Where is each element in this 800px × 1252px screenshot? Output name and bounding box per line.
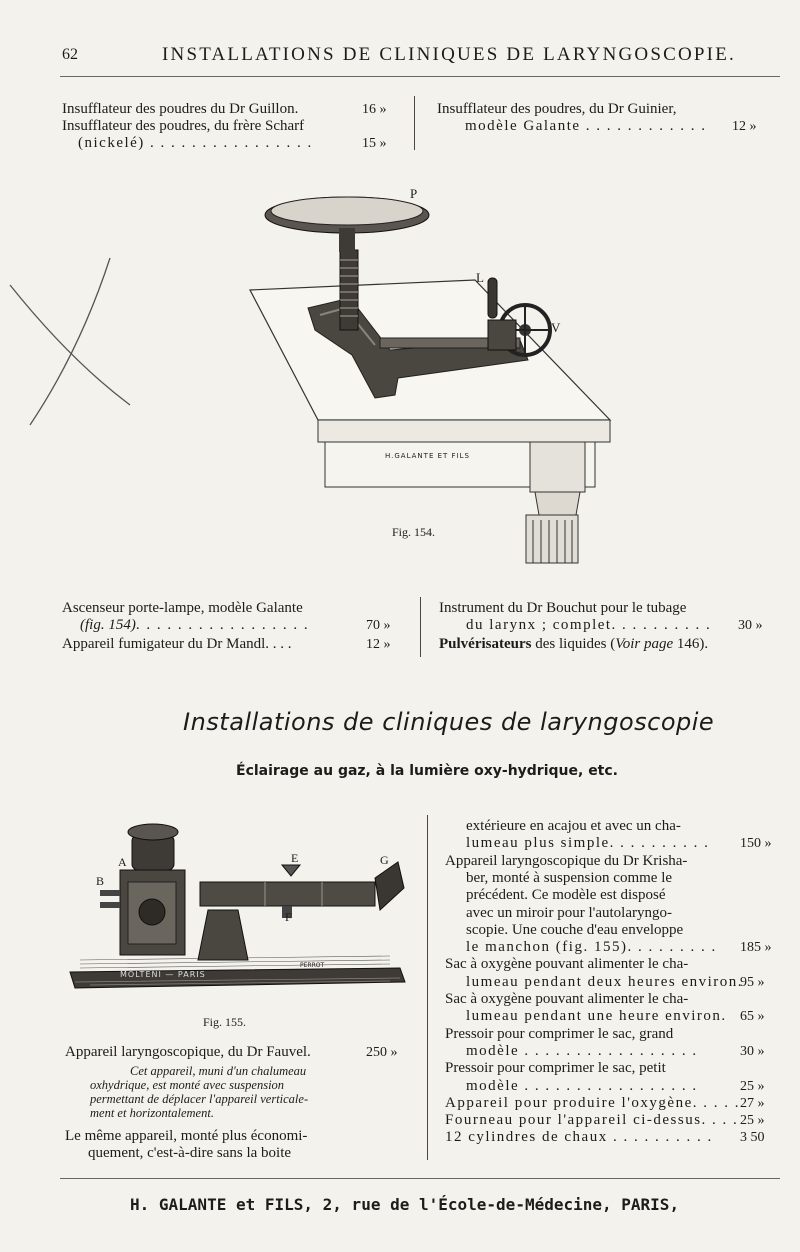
bottom-right-line: Sac à oxygène pouvant alimenter le cha- — [445, 956, 689, 973]
bottom-right-line: lumeau plus simple. . . . . . . . . . — [466, 835, 710, 852]
mid-right-line-1: Instrument du Dr Bouchut pour le tubage — [439, 600, 687, 616]
mid-right-end: 146). — [673, 636, 709, 652]
mid-left-fig-ref: (fig. 154) — [80, 617, 136, 633]
footer-rule — [60, 1178, 780, 1179]
figure-155-signature: PERROT — [300, 962, 325, 969]
mid-right-text: des liquides ( — [531, 636, 616, 652]
top-left-line-1: Insufflateur des poudres du Dr Guillon. — [62, 101, 299, 117]
bottom-left-item-2b: quement, c'est-à-dire sans la boite — [88, 1145, 292, 1161]
bottom-right-line: lumeau pendant une heure environ. — [466, 1008, 727, 1025]
bottom-right-line: 12 cylindres de chaux . . . . . . . . . . — [445, 1129, 713, 1146]
top-left-price-1: 16 » — [362, 102, 387, 117]
pencil-mark-icon — [10, 285, 130, 405]
bottom-right-price: 185 » — [740, 940, 772, 956]
mid-left-price-2: 70 » — [366, 618, 391, 633]
top-right-price-2: 12 » — [732, 119, 757, 134]
bottom-right-line: avec un miroir pour l'autolaryngo- — [466, 904, 672, 921]
bottom-right-price: 65 » — [740, 1009, 765, 1025]
bottom-right-price: 3 50 — [740, 1130, 765, 1146]
mid-left-line-1: Ascenseur porte-lampe, modèle Galante — [62, 600, 303, 616]
figure-155-label-a: A — [118, 855, 127, 869]
mid-right-bold: Pulvérisateurs — [439, 636, 532, 652]
bottom-right-line: Fourneau pour l'appareil ci-dessus. . . . — [445, 1112, 739, 1129]
figure-154-engraver: H.GALANTE ET FILS — [385, 452, 470, 460]
bottom-left-price-1: 250 » — [366, 1045, 398, 1060]
running-title: INSTALLATIONS DE CLINIQUES DE LARYNGOSCOPIE. — [162, 44, 736, 65]
bottom-right-line: lumeau pendant deux heures environ. — [466, 973, 744, 990]
figure-155-plate: MOLTENI — PARIS — [120, 970, 206, 979]
bottom-left-item-2a: Le même appareil, monté plus économi- — [65, 1128, 308, 1144]
bottom-right-line: Pressoir pour comprimer le sac, petit — [445, 1060, 666, 1077]
bottom-left-item-1: Appareil laryngoscopique, du Dr Fauvel. — [65, 1044, 311, 1060]
bottom-left-desc-1: Cet appareil, muni d'un chalumeau — [130, 1064, 307, 1078]
bottom-right-line: Appareil pour produire l'oxygène. . . . . — [445, 1094, 740, 1111]
figure-155-illustration — [60, 810, 430, 1010]
bottom-left-desc-3: permettant de déplacer l'appareil verticale- — [90, 1092, 309, 1106]
figure-155-label-g: G — [380, 853, 389, 867]
mid-left-line-2 — [80, 617, 309, 634]
column-divider-bottom — [427, 815, 428, 1160]
figure-154-caption: Fig. 154. — [392, 525, 436, 539]
mid-left-line-3: Appareil fumigateur du Dr Mandl. . . . — [62, 636, 292, 652]
column-divider-mid — [420, 597, 421, 657]
mid-left-leader: . . . . . . . . . . . . . . . . . — [135, 617, 310, 633]
figure-155-caption: Fig. 155. — [203, 1015, 247, 1029]
bottom-right-price: 27 » — [740, 1095, 765, 1111]
figure-154-label-l: L — [476, 270, 484, 285]
figure-155-label-f: F — [285, 910, 292, 924]
section-subtitle: Éclairage au gaz, à la lumière oxy-hydrique, etc. — [236, 763, 618, 779]
top-left-line-3: (nickelé) . . . . . . . . . . . . . . . . — [78, 135, 313, 151]
bottom-right-line: modèle . . . . . . . . . . . . . . . . . — [466, 1077, 698, 1094]
bottom-right-line: Sac à oxygène pouvant alimenter le cha- — [445, 991, 689, 1007]
bottom-right-price: 25 » — [740, 1113, 765, 1129]
mid-right-line-3 — [439, 636, 708, 653]
figure-154-label-v: V — [551, 320, 561, 335]
bottom-right-price: 95 » — [740, 974, 765, 990]
page-number: 62 — [62, 46, 78, 63]
bottom-right-line: modèle . . . . . . . . . . . . . . . . . — [466, 1042, 698, 1059]
bottom-right-price: 30 » — [740, 1043, 765, 1059]
bottom-right-line: extérieure en acajou et avec un cha- — [466, 818, 681, 834]
mid-left-price-3: 12 » — [366, 637, 391, 652]
figure-154-label-p: P — [410, 186, 418, 201]
top-left-line-2: Insufflateur des poudres, du frère Scharf — [62, 118, 305, 134]
top-left-price-3: 15 » — [362, 136, 387, 151]
mid-right-italic: Voir page — [615, 636, 674, 652]
bottom-right-line: Appareil laryngoscopique du Dr Krisha- — [445, 852, 688, 869]
column-divider-top — [414, 96, 415, 150]
bottom-right-line: Pressoir pour comprimer le sac, grand — [445, 1025, 674, 1042]
top-right-line-2: modèle Galante . . . . . . . . . . . . — [465, 118, 707, 134]
figure-155-label-b: B — [96, 874, 105, 888]
bottom-right-line: le manchon (fig. 155). . . . . . . . . — [466, 939, 717, 956]
top-right-line-1: Insufflateur des poudres, du Dr Guinier, — [437, 101, 677, 117]
figure-155-label-e: E — [291, 851, 299, 865]
mid-right-price-2: 30 » — [738, 618, 763, 633]
bottom-right-line: précédent. Ce modèle est disposé — [466, 887, 666, 904]
bottom-left-desc-2: oxhydrique, est monté avec suspension — [90, 1078, 285, 1092]
figure-154-illustration — [0, 180, 800, 580]
bottom-left-desc-4: ment et horizontalement. — [90, 1106, 214, 1120]
bottom-right-price: 150 » — [740, 836, 772, 852]
publisher-footer: H. GALANTE et FILS, 2, rue de l'École-de-Médecine, PARIS, — [130, 1195, 680, 1214]
bottom-right-price: 25 » — [740, 1078, 765, 1094]
section-title: Installations de cliniques de laryngoscopie — [183, 708, 715, 736]
mid-right-line-2: du larynx ; complet. . . . . . . . . . — [466, 617, 712, 633]
bottom-right-line: ber, monté à suspension comme le — [466, 869, 673, 886]
bottom-right-line: scopie. Une couche d'eau enveloppe — [466, 921, 684, 938]
header-rule — [60, 76, 780, 77]
